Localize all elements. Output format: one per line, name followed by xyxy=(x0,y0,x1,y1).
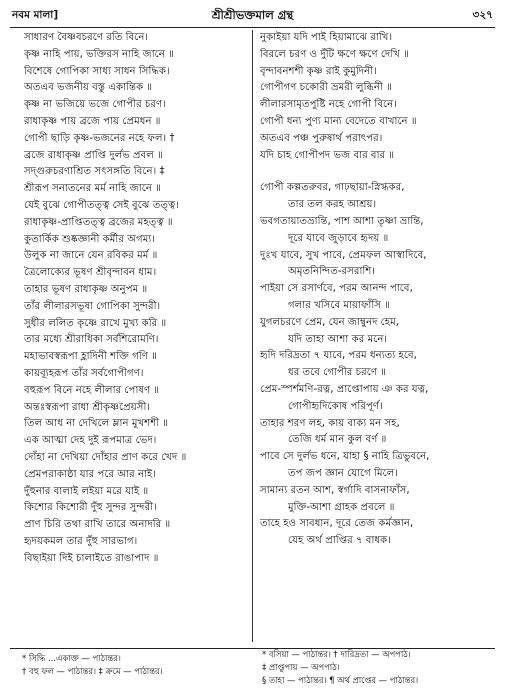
footnotes-right xyxy=(262,648,498,687)
verse-line: সুধীর ললিত কৃষ্ণে রাখে মুখ্য করি ॥ xyxy=(24,317,167,329)
header-rule xyxy=(10,27,495,28)
page-number: ৩২৭ xyxy=(472,9,493,21)
verse-line: সামান্য রতন আশ, স্বর্গাদি বাসনাফাঁস, xyxy=(260,484,410,496)
verse-line: মুক্তি-আশা গ্রাহক প্রবলে ॥ xyxy=(288,501,395,513)
footnote: * বসিয়া — পাঠান্তর। † দারিদ্রতা — অপপাঠ। xyxy=(262,649,411,659)
verse-line: পাবে সে দুর্লভ ধনে, যাহা § নাহি ত্রিভুবনে, xyxy=(260,451,430,463)
verse-line: যেহ অর্থ প্রাপ্তির ৭ বাধক। xyxy=(288,535,391,547)
page-header xyxy=(8,6,497,24)
verse-line: অন্তঃস্বরূপা রাধা শ্রীকৃষ্ণপ্রেয়সী। xyxy=(24,401,151,413)
verse-line: অমৃতনিন্দিত-রসরাশি। xyxy=(288,266,376,278)
verse-line: বৃন্দাবনশশী কৃষ্ণ রাই কুমুদিনী। xyxy=(260,65,377,77)
verse-line: দুঁহুনার বালাই লইয়া মরে যাই ॥ xyxy=(24,485,149,497)
verse-line: সদ্গুরুচরণাশ্রিত সৎসঙ্গতি বিনে। ‡ xyxy=(24,166,165,178)
verse-line: তার মধ্যে শ্রীরাধিকা সর্বশিরোমণি। xyxy=(24,334,159,346)
chapter-label: নবম মালা] xyxy=(12,9,59,21)
verse-line: যদি চাহ গোপীপদ ভজ বার বার ॥ xyxy=(260,149,395,161)
verse-line: কায়ব্যূহরূপ তাঁর সর্বগোপীগণ। xyxy=(24,367,144,379)
right-column xyxy=(260,30,500,550)
verse-line: মহাভাবস্বরূপা হ্লাদিনী শক্তি গণি ॥ xyxy=(24,351,157,363)
verse-line: উলুক না জানে যেন রবিকর মর্ম ॥ xyxy=(24,250,158,262)
verse-line: কৃষ্ণ না ভজিয়ে ভজে গোপীর চরণ। xyxy=(24,99,166,111)
verse-line: অতএব পঞ্চ পুরুষার্থ পরাৎপর। xyxy=(260,132,383,144)
verse-line: কৃষ্ণ নাহি পায়, ভক্তিরস নাহি জানে ॥ xyxy=(24,48,174,60)
left-column xyxy=(24,30,246,568)
verse-line: দুঃখ যাবে, সুখ পাবে, প্রেমফল আস্বাদিবে, xyxy=(260,249,427,261)
verse-line: বিরলে চরণ ও দুঁটি ক্ষণে ক্ষণে দেখি ॥ xyxy=(260,48,409,60)
verse-line: তিল আধ না দেখিলে ম্লান মুখশশী ॥ xyxy=(24,418,169,430)
footnote: ‡ প্রাপ্তুপায় — অপপাঠ। xyxy=(262,662,340,672)
verse-line: তপ জপ জ্ঞান যোগে মিলে। xyxy=(288,467,398,479)
footnote: § তাহা — পাঠান্তর। ¶ অর্থ প্রাপ্তের — পাঠান্তর। xyxy=(262,675,419,685)
verse-line: অতএব ভজনীয় বস্তু একান্তিক ॥ xyxy=(24,82,153,94)
verse-line: যেই বুঝে গোপীতত্ত্ব সেই বুঝে তত্ত্ব। xyxy=(24,199,179,211)
verse-line: গোপীহৃদিকোষ পরিপূর্ণ। xyxy=(288,400,383,412)
verse-line: প্রেম-স্পর্শমণি-রত্ন, প্রাপ্তোপায় ঞ কর যত্ন, xyxy=(260,383,429,395)
verse-line: গোপী কল্পতরুবর, গাঢ়ছায়া-স্নিগ্ধকর, xyxy=(260,182,405,194)
verse-line: শ্রীরূপ সনাতনের মর্ম নাহি জানে ॥ xyxy=(24,183,161,195)
verse-line: গোপী ধন্য পুণ্য মান্য বেদেতে বাখানে ॥ xyxy=(260,115,417,127)
verse-line: কুতার্কিক শুষ্কজ্ঞানী কর্মীর অগম্য। xyxy=(24,233,155,245)
verse-line: ভবগতায়াতভ্রান্তি, পাশ আশা তৃষ্ণা ভ্রান্তি, xyxy=(260,215,424,227)
stanza-gap xyxy=(260,164,500,180)
verse-line: গোপী ছাড়ি কৃষ্ণ-ভজনের নহে ফল। † xyxy=(24,132,175,144)
verse-line: হৃদি দরিদ্রতা ৭ যাবে, পরম ধন্যত্য হবে, xyxy=(260,350,417,362)
verse-line: তাঁর লীলারসভূষা গোপিকা সুন্দরী। xyxy=(24,300,161,312)
verse-line: ত্রৈলোক্যের ভূষণ শ্রীবৃন্দাবন ধাম। xyxy=(24,267,157,279)
verse-line: রাধাকৃষ্ণ-প্রাপ্তিতত্ত্ব ব্রজের মহত্ত্ব ॥ xyxy=(24,216,173,228)
verse-line: গোপীগণ চকোরী ভ্রমরী লুব্ধিনী ॥ xyxy=(260,82,392,94)
verse-line: পাইয়া সে রসার্ণবে, পরম আনন্দ পাবে, xyxy=(260,283,413,295)
verse-line: ব্রজে রাধাকৃষ্ণ প্রাপ্তি দুর্লভ প্রবল ॥ xyxy=(24,149,163,161)
verse-line: তার তল করহ আশ্রয়। xyxy=(288,199,377,211)
footnote: † বহু ফল — পাঠান্তর। ‡ ক্রমে — পাঠান্তর। xyxy=(22,666,163,676)
verse-line: তাহে হও সাবধান, দূরে তেজ কর্মজ্ঞান, xyxy=(260,518,414,530)
footnotes-left xyxy=(22,652,250,678)
verse-line: তাহার শরণ লহ, কায় বাক্য মন সহ, xyxy=(260,417,400,429)
running-title: শ্রীশ্রীভক্তমাল গ্রন্থ xyxy=(211,8,294,22)
column-divider xyxy=(252,30,253,642)
verse-line: দোঁহা না দেখিয়া দোঁহার প্রাণ করে খেদ ॥ xyxy=(24,451,187,463)
verse-line: বিশেষে গোপিকা সাধ্য সাধন সিদ্ধিক। xyxy=(24,65,170,77)
verse-line: লীলারসামৃতপুষ্টি নহে গোপী বিনে। xyxy=(260,99,397,111)
verse-line: হৃদয়কমল তার দুঁহু সারভাগ। xyxy=(24,535,138,547)
verse-line: নুকাইয়া যদি পাই হিয়ামাঝে রাখি। xyxy=(260,32,393,43)
verse-line: বিছাইয়া দিই চালাইতে রাঙাপাদ ॥ xyxy=(24,552,159,564)
verse-line: যদি তাহা আশা কর মনে। xyxy=(288,333,388,345)
verse-line: যুগলচরণে প্রেম, যেন জাম্বুনদ হেম, xyxy=(260,316,400,328)
verse-line: এক আত্মা দেহ দুই রূপমাত্র ভেদ। xyxy=(24,435,157,447)
verse-line: তেজি ধর্ম মান কুল বর্ণ ॥ xyxy=(288,434,387,446)
verse-line: ধর তবে গোপীর চরণে ॥ xyxy=(288,367,386,379)
verse-line: তাহার ভূষণ রাধাকৃষ্ণ অনুপম ॥ xyxy=(24,283,148,295)
verse-line: বহুরূপ বিনে নহে লীলার পোষণ ॥ xyxy=(24,384,160,396)
verse-line: রাধাকৃষ্ণ পায় ব্রজে পায় প্রেমধন ॥ xyxy=(24,115,161,127)
footnote: * সিদ্ধি ...একাক্ত — পাঠান্তর। xyxy=(22,653,121,663)
verse-line: সাধারণ বৈষ্ণবচরণে রতি বিনে। xyxy=(24,32,149,43)
verse-line: দূরে যাবে জুড়াবে হৃদয় ॥ xyxy=(288,232,389,244)
verse-line: প্রেমপরাকাষ্ঠা যার পরে আর নাই। xyxy=(24,468,156,480)
verse-line: প্রাণ চিরি তথা রাখি তারে অনাদরি ॥ xyxy=(24,519,171,531)
verse-line: গলার খসিবে মায়াফাঁসি ॥ xyxy=(288,299,391,311)
verse-line: কিশোর কিশোরী দুঁহু সুন্দর সুন্দরী। xyxy=(24,502,157,514)
